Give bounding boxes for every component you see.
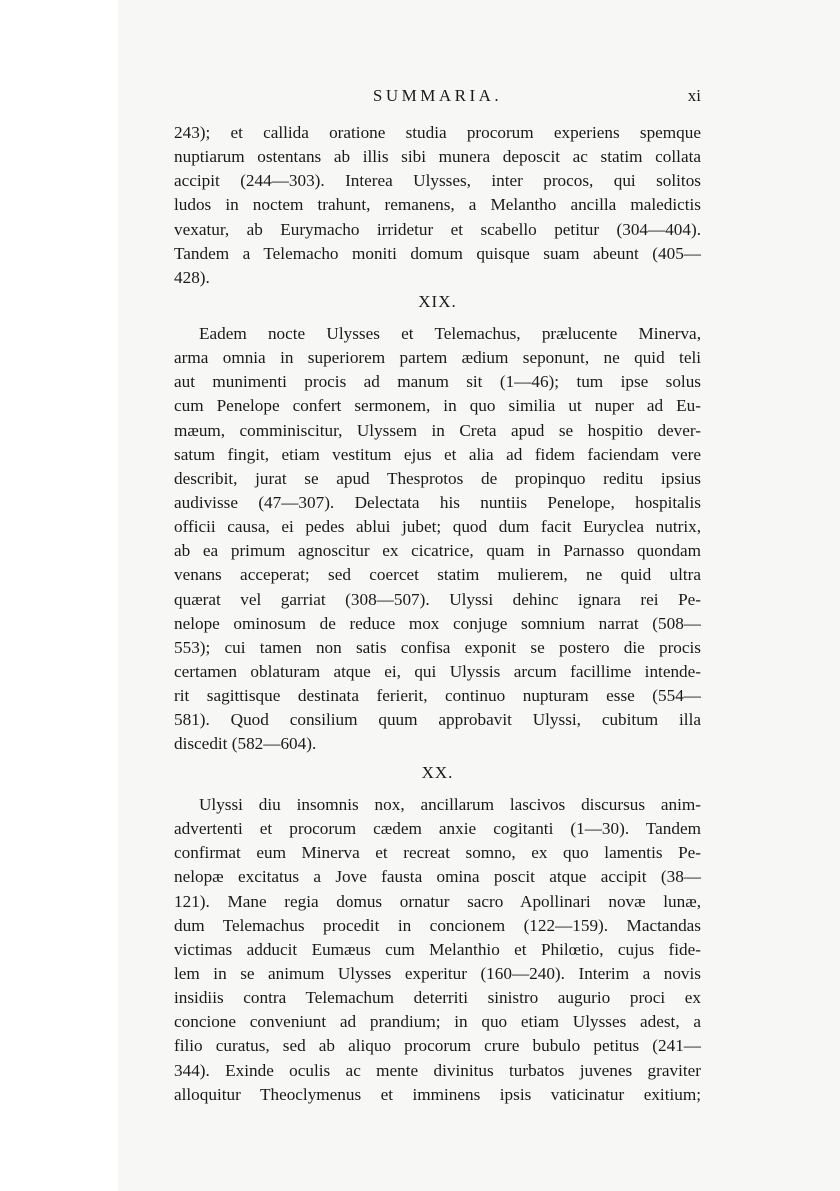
text-line: lem in se animum Ulysses experitur (160—240). Interim a novis <box>174 963 701 983</box>
text-line: quærat vel garriat (308—507). Ulyssi dehinc ignara rei Pe- <box>174 589 701 609</box>
text-line: Eadem nocte Ulysses et Telemachus, prælucente Minerva, <box>199 324 701 343</box>
text-line: 121). Mane regia domus ornatur sacro Apollinari novæ lunæ, <box>174 891 701 911</box>
text-line: confirmat eum Minerva et recreat somno, ex quo lamentis Pe- <box>174 843 701 863</box>
section-heading-xix: XIX. <box>418 292 457 311</box>
text-line: Ulyssi diu insomnis nox, ancillarum lascivos discursus anim- <box>199 795 701 814</box>
text-line: nelope ominosum de reduce mox conjuge somnium narrat (508— <box>174 613 701 633</box>
text-line: 344). Exinde oculis ac mente divinitus turbatos juvenes graviter <box>174 1060 701 1080</box>
text-line: accipit (244—303). Interea Ulysses, inter procos, qui solitos <box>174 171 701 191</box>
text-line: officii causa, ei pedes ablui jubet; quod dum facit Euryclea nutrix, <box>174 517 701 537</box>
text-line: Tandem a Telemacho moniti domum quisque suam abeunt (405— <box>174 243 701 263</box>
text-line: rit sagittisque destinata ferierit, continuo nupturam esse (554— <box>174 686 701 706</box>
text-line: 581). Quod consilium quum approbavit Ulyssi, cubitum illa <box>174 710 701 730</box>
text-line: nuptiarum ostentans ab illis sibi munera deposcit ac statim collata <box>174 147 701 167</box>
section-xix-paragraph <box>174 322 701 757</box>
text-line: advertenti et procorum cædem anxie cogitanti (1—30). Tandem <box>174 819 701 839</box>
text-line: ludos in noctem trahunt, remanens, a Melantho ancilla maledictis <box>174 195 701 215</box>
text-line: venans acceperat; sed coercet statim mulierem, ne quid ultra <box>174 565 701 585</box>
section-heading-xx: XX. <box>421 763 454 782</box>
text-line: nelopæ excitatus a Jove fausta omina poscit atque accipit (38— <box>174 867 701 887</box>
running-head <box>174 86 701 110</box>
text-line: ab ea primum agnoscitur ex cicatrice, quam in Parnasso quondam <box>174 541 701 561</box>
text-line: filio curatus, sed ab aliquo procorum crure bubulo petitus (241— <box>174 1036 701 1056</box>
text-line: arma omnia in superiorem partem ædium seponunt, ne quid teli <box>174 348 701 368</box>
text-line: cum Penelope confert sermonem, in quo similia ut nuper ad Eu- <box>174 396 701 416</box>
text-line: describit, jurat se apud Thesprotos de propinquo reditu ipsius <box>174 468 701 488</box>
text-line: satum fingit, etiam vestitum ejus et alia ad fidem faciendam vere <box>174 444 701 464</box>
intro-paragraph <box>174 121 701 290</box>
page-number: xi <box>687 86 701 105</box>
running-title: SUMMARIA. <box>372 86 503 105</box>
text-line: dum Telemachus procedit in concionem (122—159). Mactandas <box>174 915 701 935</box>
text-line: 428). <box>174 267 210 287</box>
text-line: insidiis contra Telemachum deterriti sinistro augurio proci ex <box>174 988 701 1008</box>
text-line: aut munimenti procis ad manum sit (1—46); tum ipse solus <box>174 372 701 392</box>
section-xx-paragraph <box>174 793 701 1107</box>
text-line: alloquitur Theoclymenus et imminens ipsis vaticinatur exitium; <box>174 1084 701 1104</box>
text-line: 243); et callida oratione studia procorum experiens spemque <box>174 123 701 142</box>
text-line: vexatur, ab Eurymacho irridetur et scabello petitur (304—404). <box>174 219 701 239</box>
text-line: certamen oblaturam atque ei, qui Ulyssis arcum facillime intende- <box>174 661 701 681</box>
text-line: mæum, comminiscitur, Ulyssem in Creta apud se hospitio dever- <box>174 420 701 440</box>
text-line: 553); cui tamen non satis confisa exponit se postero die procis <box>174 637 701 657</box>
text-line: discedit (582—604). <box>174 734 317 754</box>
text-line: audivisse (47—307). Delectata his nuntiis Penelope, hospitalis <box>174 492 701 512</box>
text-line: victimas adducit Eumæus cum Melanthio et Philœtio, cujus fide- <box>174 939 701 959</box>
text-line: concione conveniunt ad prandium; in quo etiam Ulysses adest, a <box>174 1012 701 1032</box>
